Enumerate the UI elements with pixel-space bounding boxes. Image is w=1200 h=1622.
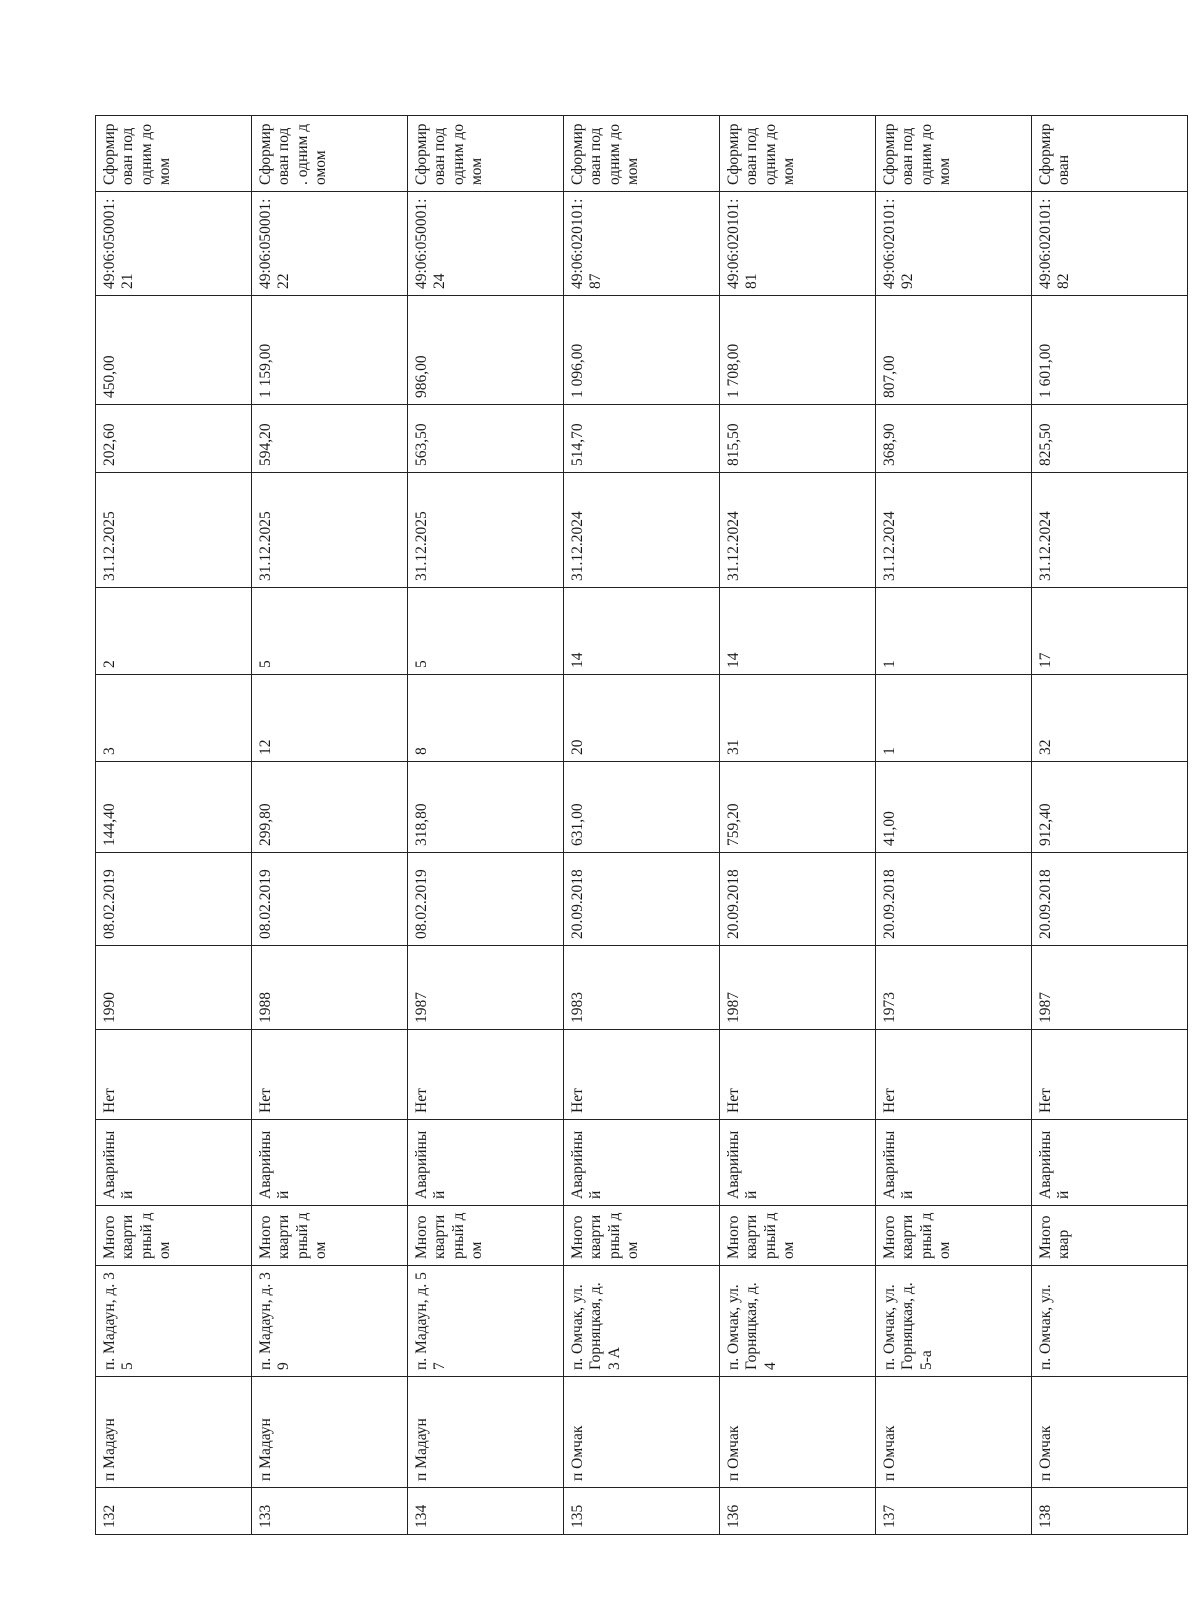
living-area-cell: 41,00: [876, 762, 1032, 853]
mark-cell: Нет: [252, 1030, 408, 1120]
building-type-cell: Многоквартирный дом: [564, 1206, 720, 1266]
living-area-cell: 144,40: [96, 762, 252, 853]
row-number: 138: [1032, 1488, 1188, 1535]
area-cell: 563,50: [408, 405, 564, 473]
row-number: 135: [564, 1488, 720, 1535]
row-number: 133: [252, 1488, 408, 1535]
living-area-cell: 299,80: [252, 762, 408, 853]
living-area-cell: 318,80: [408, 762, 564, 853]
table-row: [720, 116, 876, 1535]
table-row: [252, 116, 408, 1535]
address-cell: п. Омчак, ул.: [1032, 1266, 1188, 1377]
mark-cell: Нет: [876, 1030, 1032, 1120]
area-cell: 815,50: [720, 405, 876, 473]
building-type-cell: Многоквартирный дом: [408, 1206, 564, 1266]
land-area-cell: 1 096,00: [564, 296, 720, 405]
year-built-cell: 1987: [720, 946, 876, 1030]
cadastral-number-cell: 49:06:020101:92: [876, 192, 1032, 296]
mark-cell: Нет: [96, 1030, 252, 1120]
area-cell: 594,20: [252, 405, 408, 473]
settlement-cell: п Омчак: [564, 1377, 720, 1488]
mark-cell: Нет: [564, 1030, 720, 1120]
deadline-cell: 31.12.2025: [252, 473, 408, 588]
year-built-cell: 1987: [408, 946, 564, 1030]
building-type-cell: Многоквар: [1032, 1206, 1188, 1266]
rooms-cell: 1: [876, 588, 1032, 675]
cadastral-number-cell: 49:06:020101:82: [1032, 192, 1188, 296]
settlement-cell: п Мадаун: [252, 1377, 408, 1488]
cadastral-number-cell: 49:06:020101:87: [564, 192, 720, 296]
deadline-cell: 31.12.2025: [96, 473, 252, 588]
row-number: 137: [876, 1488, 1032, 1535]
land-area-cell: 1 601,00: [1032, 296, 1188, 405]
land-note-cell: Сформирован под одним домом: [720, 116, 876, 192]
cadastral-number-cell: 49:06:050001:24: [408, 192, 564, 296]
table-row: [1032, 116, 1188, 1535]
row-number: 134: [408, 1488, 564, 1535]
area-cell: 368,90: [876, 405, 1032, 473]
land-note-cell: Сформирован под одним домом: [408, 116, 564, 192]
recognition-date-cell: 08.02.2019: [96, 853, 252, 946]
land-note-cell: Сформирован под одним домом: [564, 116, 720, 192]
condition-cell: Аварийный: [1032, 1120, 1188, 1206]
land-area-cell: 807,00: [876, 296, 1032, 405]
rooms-cell: 5: [252, 588, 408, 675]
condition-cell: Аварийный: [408, 1120, 564, 1206]
table-row: [408, 116, 564, 1535]
deadline-cell: 31.12.2024: [876, 473, 1032, 588]
settlement-cell: п Омчак: [720, 1377, 876, 1488]
settlement-cell: п Мадаун: [96, 1377, 252, 1488]
residents-cell: 20: [564, 675, 720, 762]
building-type-cell: Многоквартирный дом: [96, 1206, 252, 1266]
residents-cell: 1: [876, 675, 1032, 762]
row-number: 132: [96, 1488, 252, 1535]
residents-cell: 3: [96, 675, 252, 762]
mark-cell: Нет: [720, 1030, 876, 1120]
address-cell: п. Омчак, ул. Горняцкая, д. 3 А: [564, 1266, 720, 1377]
mark-cell: Нет: [408, 1030, 564, 1120]
land-area-cell: 986,00: [408, 296, 564, 405]
year-built-cell: 1988: [252, 946, 408, 1030]
cadastral-number-cell: 49:06:020101:81: [720, 192, 876, 296]
rooms-cell: 17: [1032, 588, 1188, 675]
address-cell: п. Омчак, ул. Горняцкая, д. 4: [720, 1266, 876, 1377]
recognition-date-cell: 20.09.2018: [876, 853, 1032, 946]
land-note-cell: Сформирован под одним домом: [96, 116, 252, 192]
land-area-cell: 1 708,00: [720, 296, 876, 405]
rooms-cell: 2: [96, 588, 252, 675]
table-row: [564, 116, 720, 1535]
area-cell: 825,50: [1032, 405, 1188, 473]
area-cell: 514,70: [564, 405, 720, 473]
recognition-date-cell: 20.09.2018: [564, 853, 720, 946]
land-area-cell: 1 159,00: [252, 296, 408, 405]
cadastral-number-cell: 49:06:050001:22: [252, 192, 408, 296]
recognition-date-cell: 20.09.2018: [1032, 853, 1188, 946]
year-built-cell: 1990: [96, 946, 252, 1030]
living-area-cell: 759,20: [720, 762, 876, 853]
address-cell: п. Мадаун, д. 39: [252, 1266, 408, 1377]
residents-cell: 31: [720, 675, 876, 762]
condition-cell: Аварийный: [564, 1120, 720, 1206]
rooms-cell: 14: [564, 588, 720, 675]
mark-cell: Нет: [1032, 1030, 1188, 1120]
land-note-cell: Сформирован под . одним домом: [252, 116, 408, 192]
year-built-cell: 1973: [876, 946, 1032, 1030]
deadline-cell: 31.12.2024: [1032, 473, 1188, 588]
row-number: 136: [720, 1488, 876, 1535]
residents-cell: 12: [252, 675, 408, 762]
deadline-cell: 31.12.2024: [720, 473, 876, 588]
building-type-cell: Многоквартирный дом: [252, 1206, 408, 1266]
table-row: [96, 116, 252, 1535]
rotated-page: [95, 125, 1095, 1535]
condition-cell: Аварийный: [720, 1120, 876, 1206]
year-built-cell: 1983: [564, 946, 720, 1030]
recognition-date-cell: 20.09.2018: [720, 853, 876, 946]
address-cell: п. Мадаун, д. 35: [96, 1266, 252, 1377]
settlement-cell: п Омчак: [876, 1377, 1032, 1488]
recognition-date-cell: 08.02.2019: [252, 853, 408, 946]
housing-table: [95, 115, 1188, 1535]
condition-cell: Аварийный: [96, 1120, 252, 1206]
area-cell: 202,60: [96, 405, 252, 473]
address-cell: п. Мадаун, д. 57: [408, 1266, 564, 1377]
land-note-cell: Сформирован под одним домом: [876, 116, 1032, 192]
cadastral-number-cell: 49:06:050001:21: [96, 192, 252, 296]
table-body: [96, 116, 1188, 1535]
residents-cell: 8: [408, 675, 564, 762]
building-type-cell: Многоквартирный дом: [720, 1206, 876, 1266]
building-type-cell: Многоквартирный дом: [876, 1206, 1032, 1266]
deadline-cell: 31.12.2024: [564, 473, 720, 588]
recognition-date-cell: 08.02.2019: [408, 853, 564, 946]
year-built-cell: 1987: [1032, 946, 1188, 1030]
land-area-cell: 450,00: [96, 296, 252, 405]
rooms-cell: 5: [408, 588, 564, 675]
table-row: [876, 116, 1032, 1535]
residents-cell: 32: [1032, 675, 1188, 762]
living-area-cell: 631,00: [564, 762, 720, 853]
address-cell: п. Омчак, ул. Горняцкая, д. 5-а: [876, 1266, 1032, 1377]
deadline-cell: 31.12.2025: [408, 473, 564, 588]
settlement-cell: п Омчак: [1032, 1377, 1188, 1488]
living-area-cell: 912,40: [1032, 762, 1188, 853]
land-note-cell: Сформирован: [1032, 116, 1188, 192]
condition-cell: Аварийный: [876, 1120, 1032, 1206]
condition-cell: Аварийный: [252, 1120, 408, 1206]
rooms-cell: 14: [720, 588, 876, 675]
settlement-cell: п Мадаун: [408, 1377, 564, 1488]
